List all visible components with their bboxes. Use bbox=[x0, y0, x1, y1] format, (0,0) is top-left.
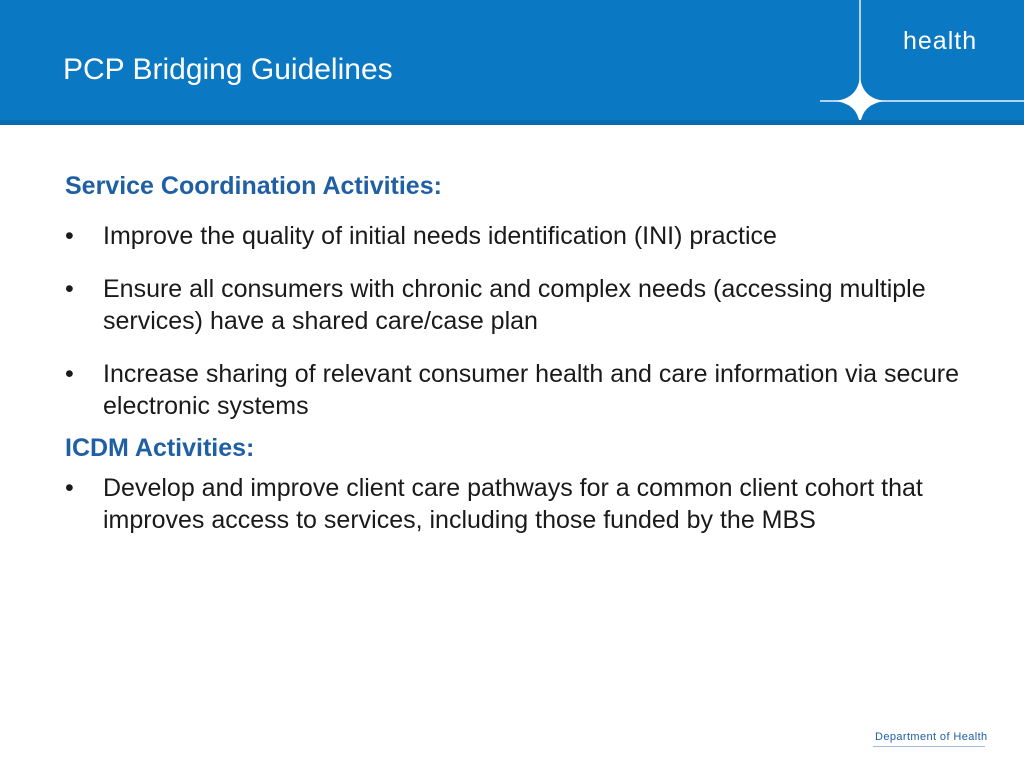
header-bottom-rule bbox=[0, 120, 1024, 125]
bullet-dot: • bbox=[65, 360, 74, 388]
section-heading-service-coordination: Service Coordination Activities: bbox=[65, 172, 442, 200]
bullet-dot: • bbox=[65, 474, 74, 502]
bullet-dot: • bbox=[65, 222, 74, 250]
slide-body bbox=[65, 170, 965, 536]
bullet-dot: • bbox=[65, 275, 74, 303]
footer-rule bbox=[873, 746, 985, 747]
slide-title: PCP Bridging Guidelines bbox=[63, 53, 393, 86]
bullet-list-icdm bbox=[65, 472, 965, 536]
section-heading-icdm: ICDM Activities: bbox=[65, 434, 255, 462]
star-sparkle-icon bbox=[0, 0, 1024, 125]
department-of-health-logo: Department of Health bbox=[875, 731, 988, 743]
health-logo-text: health bbox=[903, 27, 978, 55]
bullet-list-service-coordination bbox=[65, 220, 965, 422]
list-item bbox=[65, 273, 965, 337]
bullet-text: Increase sharing of relevant consumer health and care information via secure electronic systems bbox=[103, 360, 960, 420]
bullet-text: Ensure all consumers with chronic and complex needs (accessing multiple services) have a shared care/case plan bbox=[103, 275, 926, 335]
bullet-text: Improve the quality of initial needs identification (INI) practice bbox=[103, 222, 777, 250]
list-item bbox=[65, 472, 965, 536]
bullet-text: Develop and improve client care pathways for a common client cohort that improves access to services, including those funded by the MBS bbox=[103, 474, 923, 534]
slide-header bbox=[0, 0, 1024, 125]
list-item bbox=[65, 358, 965, 422]
list-item bbox=[65, 220, 965, 252]
